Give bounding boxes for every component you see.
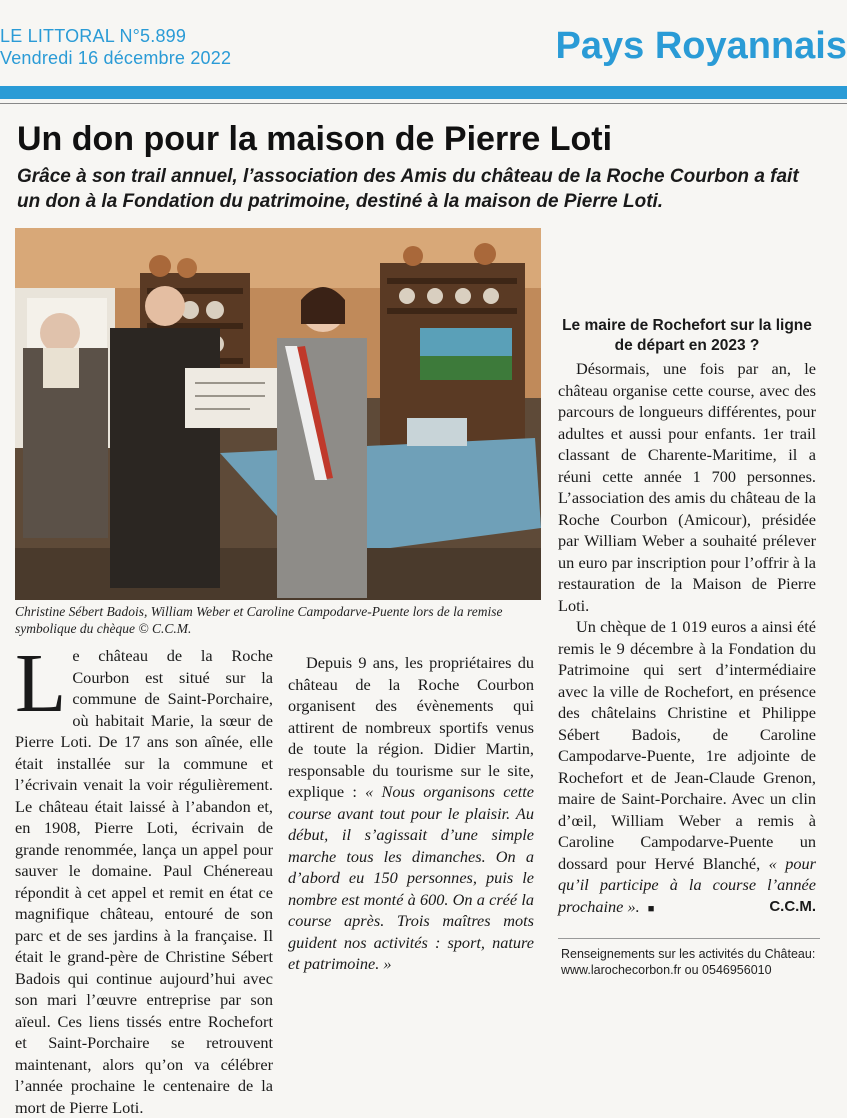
article-column-3	[558, 228, 816, 920]
end-mark: ■	[647, 902, 655, 915]
paragraph-3: Désormais, une fois par an, le château organise cette course, avec des parcours de longueurs différentes, pour adultes et aussi pour enfants. 1er trail classant de Charente-Maritime, il a réuni cette année 1 700 personnes. L’association des amis du château de la Roche Courbon (Amicour), présidée par William Weber a souhaité prélever un euro par inscription pour l’offrir à la restauration de la Maison de Pierre Loti.	[558, 359, 816, 615]
article-column-1	[15, 637, 273, 1118]
publication-date: Vendredi 16 décembre 2022	[0, 48, 232, 68]
paragraph-4: Un chèque de 1 019 euros a ainsi été remis le 9 décembre à la Fondation du Patrimoine qui sert d’intermédiaire avec la ville de Rochefort, en présence des châtelains Christine et Philippe Sébert Badois, de Caroline Campodarve-Puente, 1re adjointe de Rochefort et de Jean-Claude Grenon, maire de Saint-Porchaire. Avec un clin d’œil, William Weber a remis à Caroline Campodarve-Puente un dossard pour Hervé Blanché, « pour qu’il participe à la course l’année prochaine ». ■ C.C.M.	[558, 617, 816, 916]
publication-name: LE LITTORAL N°5.899	[0, 26, 187, 46]
person-middle	[110, 328, 220, 588]
info-label: Renseignements sur les activités du Château:	[561, 947, 816, 961]
paragraph-1: e château de la Roche Courbon est situé sur la commune de Saint-Porchaire, où habitait Marie, la sœur de Pierre Loti. De 17 ans son aînée, elle était installée sur la commune et l’écrivain venait la voir régulièrement. Le château était laissé à l’abandon et, en 1908, Pierre Loti, écrivain de grande renommée, lança un appel pour sauver le domaine. Paul Chénereau répondit à cet appel et remit en état ce magnifique château, entouré de son parc et de ses jardins à la française. Il était le grand-père de Christine Sébert Badois qui continue aujourd’hui avec son mari l’œuvre entreprise par son aïeul. Ces liens tissés entre Rochefort et Saint-Porchaire se retrouvent maintenant, alors qu’on va célébrer l’année prochaine le centenaire de la mort de Pierre Loti.	[15, 646, 273, 1117]
masthead	[0, 25, 231, 69]
header-rule	[0, 103, 847, 104]
photo-caption: Christine Sébert Badois, William Weber et Caroline Campodarve-Puente lors de la remise symbolique du chèque © C.C.M.	[15, 604, 503, 636]
author-signature: C.C.M.	[769, 897, 816, 915]
cheque	[185, 368, 277, 428]
info-contact: www.larochecorbon.fr ou 0546956010	[561, 963, 772, 977]
header-bar	[0, 86, 847, 99]
section-title: Pays Royannais	[555, 25, 847, 67]
article-photo	[15, 228, 541, 600]
article-column-2	[288, 652, 534, 975]
paragraph-2: Depuis 9 ans, les propriétaires du château de la Roche Courbon organisent des évènements qui attirent de nombreux sportifs venus de toute la région. Didier Martin, responsable du tourisme sur le site, explique : « Nous organisons cette course avant tout pour le plaisir. Au début, il s’agissait d’une simple marche tous les dimanches. On a d’abord eu 150 personnes, puis le nombre est monté à 600. On a créé la course après. Trois maîtres mots guident nos activités : sport, nature et patrimoine. »	[288, 653, 534, 973]
info-box	[561, 946, 831, 978]
info-rule	[558, 938, 820, 939]
article-subhead: Le maire de Rochefort sur la ligne de départ en 2023 ?	[562, 317, 812, 354]
quote-william-weber: « pour qu’il participe à la course l’année prochaine ».	[558, 853, 816, 916]
article-headline: Un don pour la maison de Pierre Loti	[17, 120, 613, 158]
article-standfirst: Grâce à son trail annuel, l’association des Amis du château de la Roche Courbon a fait un don à la Fondation du patrimoine, destiné à la maison de Pierre Loti.	[17, 166, 799, 212]
drop-cap: L	[15, 637, 67, 730]
quote-didier-martin: « Nous organisons cette course avant tout pour le plaisir. Au début, il s’agissait d’une simple marche tous les dimanches. On a d’abord eu 150 personnes, puis le nombre est monté à 600. On a créé la course après. Trois maîtres mots guident nos activités : sport, nature et patrimoine. »	[288, 782, 534, 973]
